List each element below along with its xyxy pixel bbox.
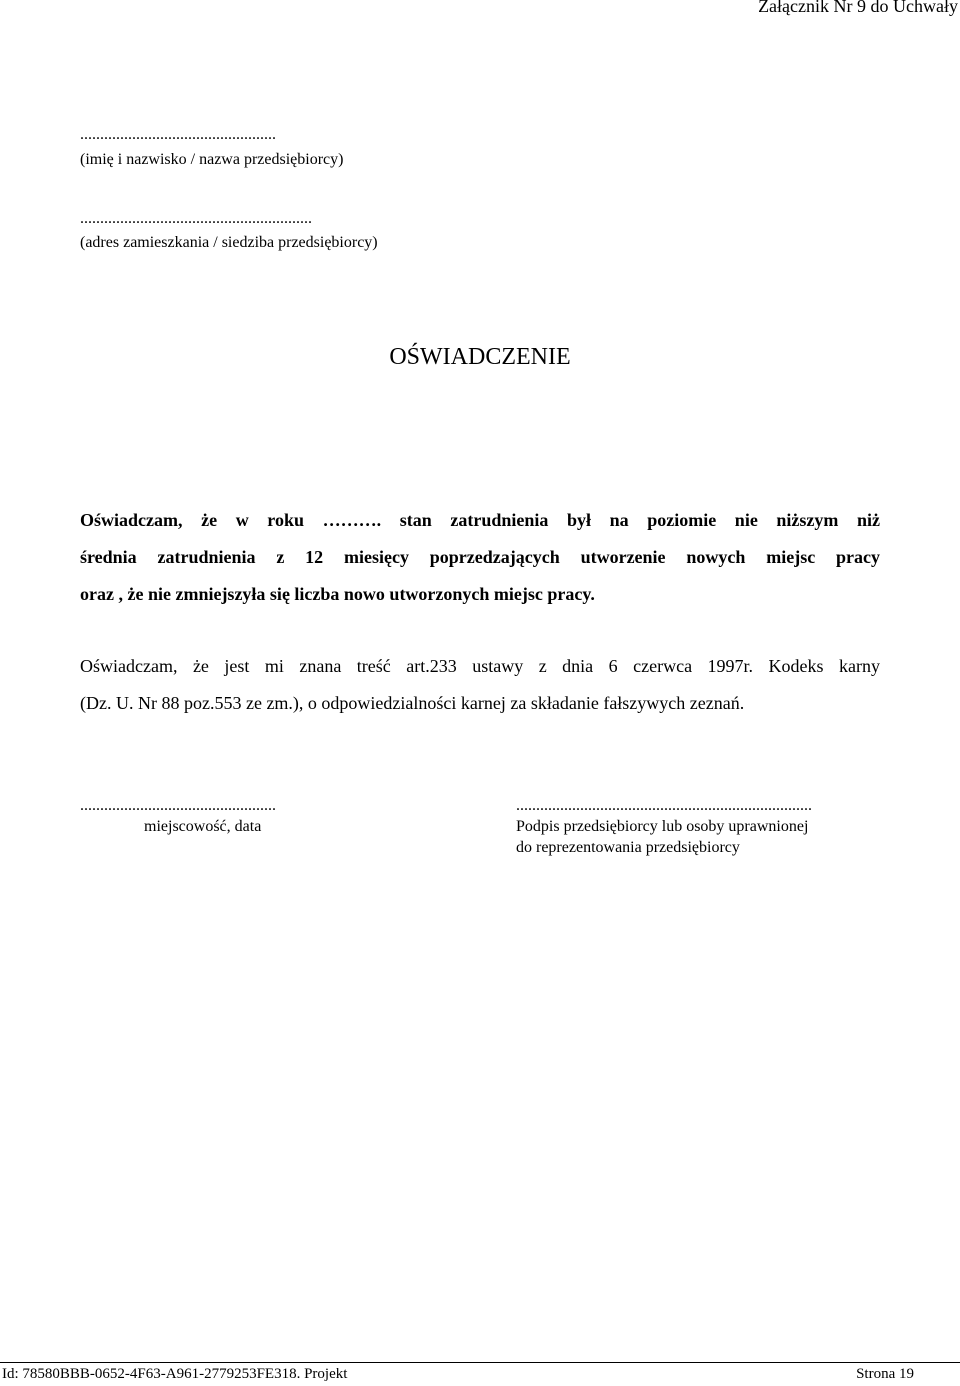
year-placeholder-dots: ………. xyxy=(322,510,400,530)
document-title: OŚWIADCZENIE xyxy=(389,344,571,370)
statement-employment-line1-end: stan zatrudnienia był na poziomie nie niższym niż xyxy=(399,510,881,530)
statement-employment xyxy=(80,502,880,613)
applicant-name-dots: ................................................. xyxy=(80,126,276,143)
statement-employment-line1 xyxy=(80,502,880,539)
applicant-name-caption: (imię i nazwisko / nazwa przedsiębiorcy) xyxy=(80,151,344,168)
footer-divider xyxy=(0,1362,960,1363)
footer-document-id: Id: 78580BBB-0652-4F63-A961-2779253FE318. Projekt xyxy=(2,1366,348,1382)
applicant-address-dots: .......................................................... xyxy=(80,210,312,227)
signature-caption-line1: Podpis przedsiębiorcy lub osoby uprawnionej xyxy=(516,818,809,835)
statement-criminal-liability xyxy=(80,648,880,722)
statement-criminal-line2: (Dz. U. Nr 88 poz.553 ze zm.), o odpowiedzialności karnej za składanie fałszywych zeznań. xyxy=(80,693,745,713)
statement-employment-line3: oraz , że nie zmniejszyła się liczba nowo utworzonych miejsc pracy. xyxy=(80,584,595,604)
attachment-label: Załącznik Nr 9 do Uchwały xyxy=(758,0,958,16)
place-date-caption: miejscowość, data xyxy=(144,818,262,835)
statement-criminal-line1: Oświadczam, że jest mi znana treść art.233 ustawy z dnia 6 czerwca 1997r. Kodeks karny xyxy=(80,656,880,676)
signature-caption-line2: do reprezentowania przedsiębiorcy xyxy=(516,839,740,856)
footer-page-number: Strona 19 xyxy=(856,1366,914,1382)
statement-employment-line2: średnia zatrudnienia z 12 miesięcy poprzedzających utworzenie nowych miejsc pracy xyxy=(80,547,880,567)
signature-dots: .......................................................................... xyxy=(516,797,812,814)
place-date-dots: ................................................. xyxy=(80,797,276,814)
statement-employment-line1-start: Oświadczam, że w roku xyxy=(80,510,323,530)
applicant-address-caption: (adres zamieszkania / siedziba przedsiębiorcy) xyxy=(80,234,378,251)
